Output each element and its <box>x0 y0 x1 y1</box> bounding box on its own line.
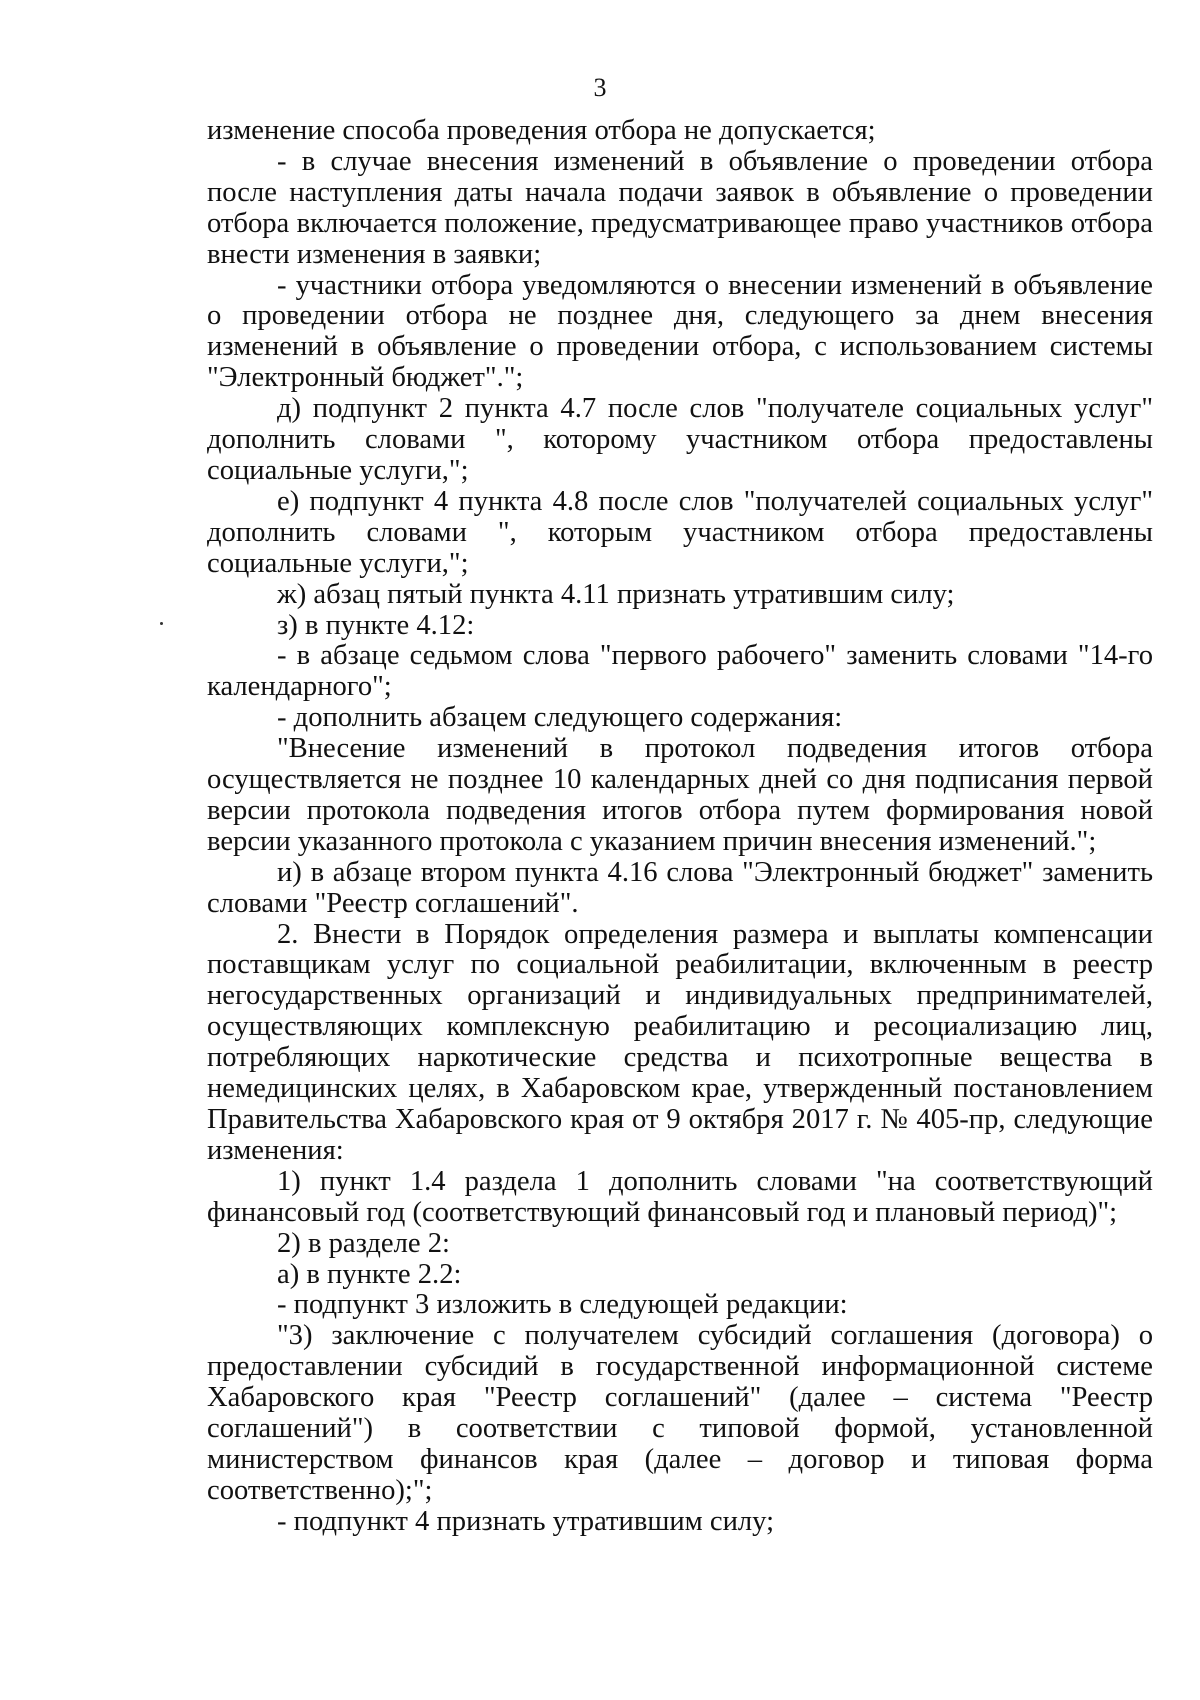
paragraph: ж) абзац пятый пункта 4.11 признать утратившим силу; <box>277 578 955 610</box>
document-body <box>207 116 1153 1538</box>
paragraph: и) в абзаце втором пункта 4.16 слова "Электронный бюджет" заменить словами "Реестр соглашений". <box>207 856 1153 919</box>
paragraph: е) подпункт 4 пункта 4.8 после слов "получателей социальных услуг" дополнить словами ", которым участником отбора предоставлены социальные услуги,"; <box>207 485 1153 579</box>
scan-speck <box>160 622 163 625</box>
paragraph: - участники отбора уведомляются о внесении изменений в объявление о проведении отбора не позднее дня, следующего за днем внесения изменений в объявление о проведении отбора, с использованием системы "Электронный бюджет"."; <box>207 269 1153 394</box>
paragraph: - подпункт 4 признать утратившим силу; <box>277 1505 775 1537</box>
paragraph: - подпункт 3 изложить в следующей редакции: <box>277 1289 848 1321</box>
paragraph: а) в пункте 2.2: <box>277 1258 462 1290</box>
paragraph: д) подпункт 2 пункта 4.7 после слов "получателе социальных услуг" дополнить словами ", которому участником отбора предоставлены социальные услуги,"; <box>207 393 1153 486</box>
paragraph: 2. Внести в Порядок определения размера и выплаты компенсации поставщикам услуг по социальной реабилитации, включенным в реестр негосударственных организаций и индивидуальных предпринимателей, осуществляющих комплексную реабилитацию и ресоциализацию лиц, потребляющих наркотические средства и психотропные вещества в немедицинских целях, в Хабаровском крае, утвержденный постановлением Правительства Хабаровского края от 9 октября 2017 г. № 405-пр, следующие изменения: <box>207 918 1153 1166</box>
paragraph: 1) пункт 1.4 раздела 1 дополнить словами "на соответствующий финансовый год (соответствующий финансовый год и плановый период)"; <box>207 1165 1153 1228</box>
paragraph: - дополнить абзацем следующего содержания: <box>277 702 843 734</box>
paragraph: з) в пункте 4.12: <box>277 609 475 641</box>
paragraph: - в случае внесения изменений в объявление о проведении отбора после наступления даты начала подачи заявок в объявление о проведении отбора включается положение, предусматривающее право участников отбора внести изменения в заявки; <box>207 145 1153 270</box>
paragraph: "Внесение изменений в протокол подведения итогов отбора осуществляется не позднее 10 календарных дней со дня подписания первой версии протокола подведения итогов отбора путем формирования новой версии указанного протокола с указанием причин внесения изменений."; <box>207 733 1153 857</box>
page-number: 3 <box>593 73 607 102</box>
paragraph: 2) в разделе 2: <box>277 1227 450 1259</box>
paragraph: изменение способа проведения отбора не допускается; <box>207 115 876 146</box>
paragraph: - в абзаце седьмом слова "первого рабочего" заменить словами "14-го календарного"; <box>207 640 1153 703</box>
paragraph: "3) заключение с получателем субсидий соглашения (договора) о предоставлении субсидий в государственной информационной системе Хабаровского края "Реестр соглашений" (далее – система "Реестр соглашений") в соответствии с типовой формой, установленной министерством финансов края (далее – договор и типовая форма соответственно);"; <box>207 1320 1153 1506</box>
